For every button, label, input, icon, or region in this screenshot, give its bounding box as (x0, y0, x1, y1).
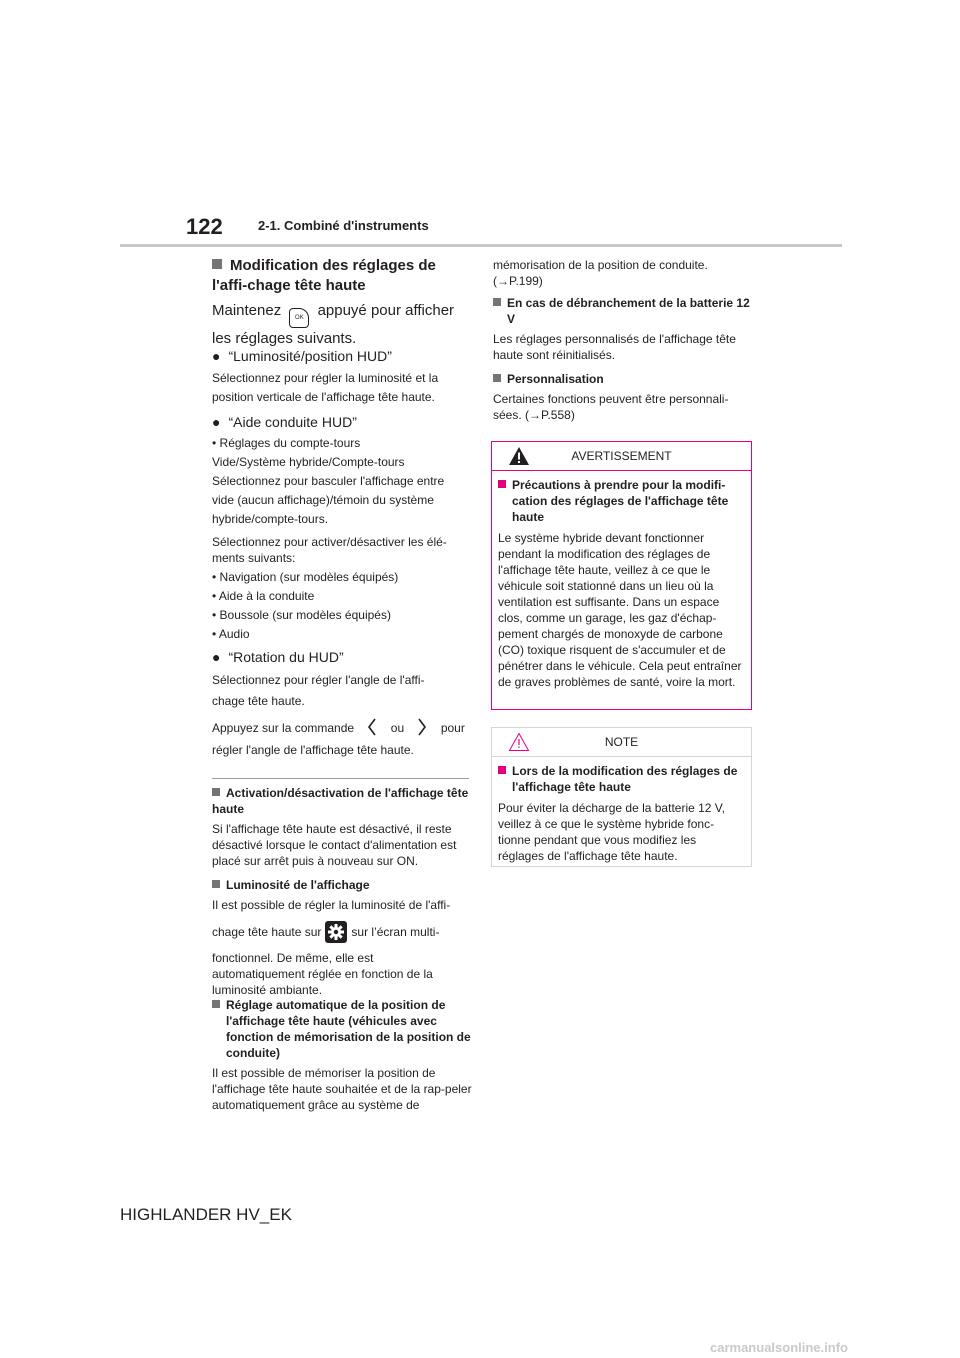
main-heading-text: Modification des réglages de l'affi-chage tête haute (212, 257, 436, 294)
square-bullet-icon (493, 298, 501, 306)
square-bullet-icon (212, 788, 220, 796)
luminosite-heading (212, 877, 474, 893)
rotation-command (212, 718, 474, 742)
battery-title: En cas de débranchement de la batterie 12 V (507, 296, 750, 326)
section-title: 2-1. Combiné d'instruments (258, 218, 429, 233)
auto-position-heading (212, 997, 472, 1061)
header-rule (120, 244, 842, 247)
luminosite-line-d: fonctionnel. De même, elle est automatiquement réglée en fonction de la luminosité ambiante. (212, 951, 433, 997)
intro-paragraph (212, 300, 474, 350)
bullet-luminosite-title: “Luminosité/position HUD” (228, 348, 392, 364)
luminosite-text-b: chage tête haute sur (212, 925, 322, 939)
warning-title: Précautions à prendre pour la modifi-cation des réglages de l'affichage tête haute (512, 478, 729, 524)
bullet-aide (212, 412, 474, 432)
section-battery (493, 295, 751, 363)
warning-triangle-icon (508, 446, 530, 476)
bullet-aide-title: “Aide conduite HUD” (228, 414, 357, 430)
watermark: carmanualsonline.info (710, 1340, 848, 1355)
dot-bullet-icon: ● (212, 649, 221, 665)
luminosite-title: Luminosité de l'affichage (226, 878, 370, 892)
square-bullet-icon (212, 259, 222, 269)
warning-heading (498, 477, 745, 525)
rotation-cmd-or: ou (390, 721, 405, 735)
personnalisation-text: Certaines fonctions peuvent être personnali-sées. (→P.558) (493, 392, 729, 422)
auto-position-title: Réglage automatique de la position de l'affichage tête haute (véhicules avec fonction de mémorisation de la position de conduite) (226, 998, 471, 1060)
aide-sub-block (212, 434, 468, 644)
ok-button-icon: OK (289, 308, 309, 328)
warning-label: AVERTISSEMENT (571, 449, 672, 463)
note-title: Lors de la modification des réglages de l'affichage tête haute (512, 764, 738, 794)
battery-text: Les réglages personnalisés de l'affichage tête haute sont réinitialisés. (493, 332, 736, 362)
section-personnalisation (493, 371, 751, 423)
bullet-luminosite (212, 346, 474, 366)
luminosite-text-c: sur l’écran multi- (351, 925, 440, 939)
intro-before: Maintenez (212, 302, 282, 319)
rotation-cmd-a: Appuyez sur la commande (212, 721, 355, 735)
list-item: • Navigation (sur modèles équipés) (212, 570, 399, 584)
personnalisation-heading (493, 371, 751, 387)
note-text: Pour éviter la décharge de la batterie 12 V, veillez à ce que le système hybride fonc-tionne pendant que vous modifiez les réglages de l'affichage tête haute. (498, 801, 726, 863)
section-activation (212, 785, 470, 869)
aide-sub2: Vide/Système hybride/Compte-tours (212, 455, 405, 469)
list-item: • Aide à la conduite (212, 589, 315, 603)
settings-gear-icon (325, 921, 347, 943)
square-bullet-icon (212, 880, 220, 888)
aide-sub4: Sélectionnez pour activer/désactiver les élé-ments suivants: (212, 535, 447, 565)
rotation-cmd-c: régler l'angle de l'affichage tête haute. (212, 743, 414, 757)
aide-sub3: Sélectionnez pour basculer l'affichage entre vide (aucun affichage)/témoin du système hybride/compte-tours. (212, 474, 445, 526)
aide-list (212, 568, 468, 644)
section-auto-position (212, 997, 472, 1113)
footer-model: HIGHLANDER HV_EK (120, 1205, 292, 1224)
list-item: • Audio (212, 627, 250, 641)
auto-position-text: Il est possible de mémoriser la position de l'affichage tête haute souhaitée et de la rap-peler automatiquement grâce au système de (212, 1066, 472, 1112)
luminosite-line-a: Il est possible de régler la luminosité de l'affi- (212, 898, 451, 912)
divider (212, 778, 469, 779)
warning-text: Le système hybride devant fonctionner pendant la modification des réglages de l'affichage tête haute, veillez à ce que le véhicule soit stationné dans un lieu où la ventilation est suffisante. Dans un espace clos, comme un garage, les gaz d'échap-pement chargés de monoxyde de carbone (CO) toxique risquent de s'accumuler et de pénétrer dans le véhicule. Cela peut entraîner de graves problèmes de santé, voire la mort. (498, 531, 742, 689)
activation-title: Activation/désactivation de l'affichage tête haute (212, 786, 469, 816)
aide-sub1: • Réglages du compte-tours (212, 436, 361, 450)
chevron-left-icon (367, 718, 377, 742)
note-triangle-icon (508, 732, 530, 762)
bullet-rotation (212, 647, 474, 667)
activation-heading (212, 785, 470, 817)
bullet-rotation-title: “Rotation du HUD” (228, 649, 344, 665)
main-heading (212, 256, 472, 296)
square-bullet-icon (493, 374, 501, 382)
dot-bullet-icon: ● (212, 414, 221, 430)
note-label: NOTE (604, 735, 639, 749)
note-header (492, 728, 751, 757)
warning-header (492, 442, 751, 471)
chevron-right-icon (417, 718, 427, 742)
page-number: 122 (186, 214, 223, 239)
continued-text: mémorisation de la position de conduite. (→P.199) (493, 258, 708, 288)
luminosite-line-b (212, 921, 474, 943)
square-bullet-icon (498, 480, 506, 488)
section-luminosite (212, 877, 474, 998)
rotation-cmd-b: pour (440, 721, 465, 735)
list-item: • Boussole (sur modèles équipés) (212, 608, 391, 622)
battery-heading (493, 295, 751, 327)
bullet-luminosite-text: Sélectionnez pour régler la luminosité et la position verticale de l'affichage tête haute. (212, 371, 439, 404)
dot-bullet-icon: ● (212, 348, 221, 364)
intro-after: appuyé pour afficher les réglages suivants. (212, 302, 455, 347)
square-bullet-icon (498, 766, 506, 774)
square-bullet-icon (212, 1000, 220, 1008)
rotation-text: Sélectionnez pour régler l'angle de l'affi-chage tête haute. (212, 673, 425, 708)
warning-box (491, 441, 752, 710)
activation-text: Si l'affichage tête haute est désactivé, il reste désactivé lorsque le contact d'alimentation est placé sur arrêt puis à nouveau sur ON. (212, 822, 457, 868)
personnalisation-title: Personnalisation (507, 372, 604, 386)
note-heading (498, 763, 745, 795)
note-box (491, 727, 752, 867)
